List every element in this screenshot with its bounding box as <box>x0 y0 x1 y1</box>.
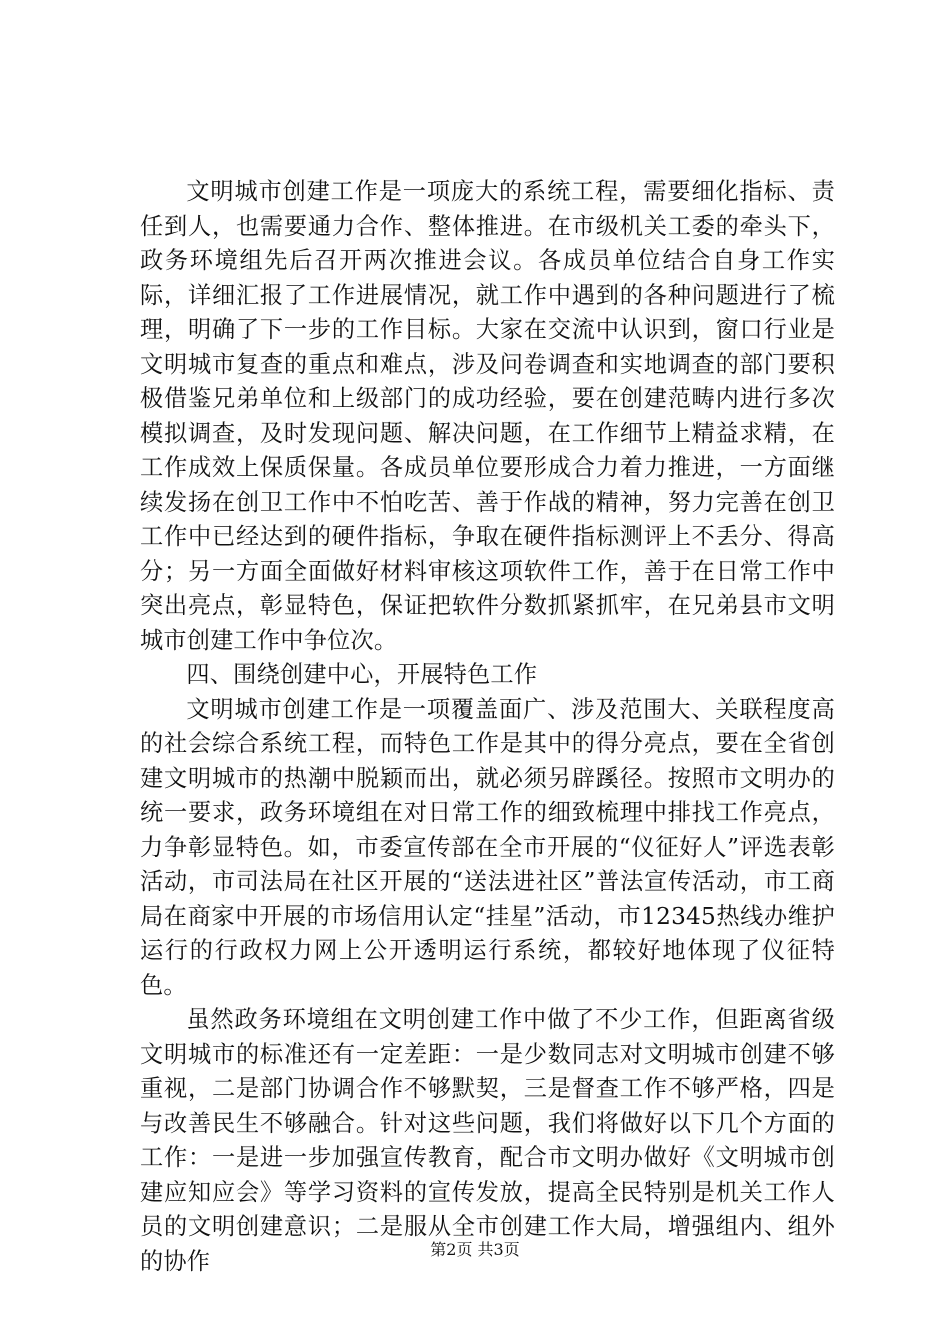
body-paragraph-2: 文明城市创建工作是一项覆盖面广、涉及范围大、关联程度高的社会综合系统工程，而特色工作是其中的得分亮点，要在全省创建文明城市的热潮中脱颖而出，就必须另辟蹊径。按照市文明办的统一要求，政务环境组在对日常工作的细致梳理中排找工作亮点，力争彰显特色。如，市委宣传部在全市开展的“仪征好人”评选表彰活动，市司法局在社区开展的“送法进社区”普法宣传活动，市工商局在商家中开展的市场信用认定“挂星”活动，市12345热线办维护运行的行政权力网上公开透明运行系统，都较好地体现了仪征特色。 <box>140 695 835 999</box>
section-heading-4: 四、围绕创建中心，开展特色工作 <box>186 661 538 688</box>
body-paragraph-3: 虽然政务环境组在文明创建工作中做了不少工作，但距离省级文明城市的标准还有一定差距：一是少数同志对文明城市创建不够重视，二是部门协调合作不够默契，三是督查工作不够严格，四是与改善民生不够融合。针对这些问题，我们将做好以下几个方面的工作：一是进一步加强宣传教育，配合市文明办做好《文明城市创建应知应会》等学习资料的宣传发放，提高全民特别是机关工作人员的文明创建意识；二是服从全市创建工作大局，增强组内、组外的协作 <box>140 1006 835 1275</box>
page-footer: 第2页 共3页 <box>430 1240 520 1259</box>
document-body <box>140 175 835 1279</box>
body-paragraph-1: 文明城市创建工作是一项庞大的系统工程，需要细化指标、责任到人，也需要通力合作、整体推进。在市级机关工委的牵头下，政务环境组先后召开两次推进会议。各成员单位结合自身工作实际，详细汇报了工作进展情况，就工作中遇到的各种问题进行了梳理，明确了下一步的工作目标。大家在交流中认识到，窗口行业是文明城市复查的重点和难点，涉及问卷调查和实地调查的部门要积极借鉴兄弟单位和上级部门的成功经验，要在创建范畴内进行多次模拟调查，及时发现问题、解决问题，在工作细节上精益求精，在工作成效上保质保量。各成员单位要形成合力着力推进，一方面继续发扬在创卫工作中不怕吃苦、善于作战的精神，努力完善在创卫工作中已经达到的硬件指标，争取在硬件指标测评上不丢分、得高分；另一方面全面做好材料审核这项软件工作，善于在日常工作中突出亮点，彰显特色，保证把软件分数抓紧抓牢，在兄弟县市文明城市创建工作中争位次。 <box>140 178 835 654</box>
